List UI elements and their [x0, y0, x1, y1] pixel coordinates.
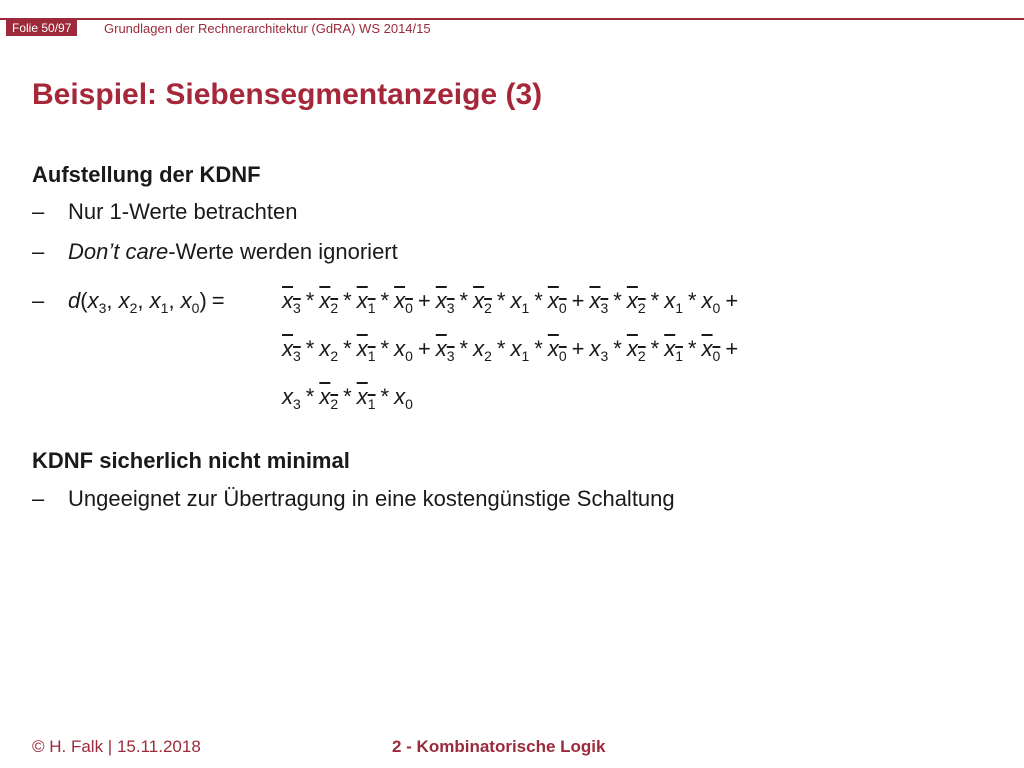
negated-variable: $x_0$ — [547, 336, 567, 364]
formula-lead — [32, 288, 230, 316]
variable: $x_0$ — [180, 288, 200, 316]
variable-index: 2 — [129, 300, 138, 316]
variable: $x_3$ — [589, 336, 609, 364]
negated-variable: $x_0$ — [394, 288, 413, 316]
variable-index: 0 — [558, 348, 567, 364]
and-operator: * — [613, 288, 622, 313]
minterm — [589, 288, 721, 316]
and-operator: * — [650, 288, 660, 313]
function-name: d — [68, 288, 81, 313]
formula-line-2 — [282, 336, 743, 364]
negated-variable: $x_2$ — [319, 384, 339, 412]
negated-variable: $x_3$ — [282, 288, 301, 316]
and-operator: * — [380, 336, 390, 361]
variable: $x_1$ — [510, 336, 530, 364]
variable-index: 0 — [405, 300, 413, 316]
formula-line-3 — [282, 384, 413, 412]
variable: $x_0$ — [394, 384, 413, 412]
variable: $x_3$ — [282, 384, 301, 412]
variable-index: 0 — [405, 348, 413, 364]
and-operator: * — [305, 384, 315, 409]
variable-index: 1 — [160, 300, 169, 316]
variable-index: 2 — [330, 396, 339, 412]
variable-index: 0 — [405, 396, 413, 412]
or-operator: + — [725, 288, 739, 313]
variable-index: 2 — [637, 300, 646, 316]
negated-variable: $x_2$ — [626, 336, 646, 364]
negated-variable: $x_0$ — [701, 336, 721, 364]
negated-variable: $x_3$ — [435, 288, 455, 316]
section-heading-minimal: KDNF sicherlich nicht minimal — [32, 448, 350, 473]
minterm — [282, 336, 413, 364]
minterm — [589, 336, 721, 364]
negated-variable: $x_1$ — [356, 288, 376, 316]
or-operator: + — [571, 336, 585, 361]
bullet-ungeeignet — [32, 486, 675, 512]
comma: , — [137, 288, 150, 313]
and-operator: * — [343, 384, 352, 409]
minterm — [435, 288, 567, 316]
equals-sign: = — [211, 288, 225, 313]
footer-author-date: © H. Falk | 15.11.2018 — [32, 737, 201, 756]
variable-index: 3 — [293, 396, 301, 412]
and-operator: * — [459, 288, 469, 313]
variable: $x_0$ — [701, 288, 721, 316]
negated-variable: $x_1$ — [356, 384, 376, 412]
bullet-dash: – — [32, 486, 45, 511]
variable-index: 1 — [367, 300, 376, 316]
variable-index: 0 — [191, 300, 200, 316]
variable-index: 2 — [637, 348, 646, 364]
variable: $x_0$ — [394, 336, 413, 364]
formula-function-signature — [68, 288, 230, 316]
variable-index: 1 — [675, 348, 683, 364]
variable: $x_1$ — [510, 288, 530, 316]
variable-index: 3 — [293, 300, 301, 316]
comma: , — [106, 288, 119, 313]
bullet-text: -Werte werden ignoriert — [168, 239, 398, 264]
variable-index: 3 — [293, 348, 301, 364]
variable-index: 2 — [330, 348, 339, 364]
open-paren: ( — [80, 288, 88, 313]
comma: , — [168, 288, 181, 313]
variable: $x_1$ — [149, 288, 169, 316]
negated-variable: $x_3$ — [282, 336, 301, 364]
bullet-text: Ungeeignet zur Übertragung in eine kostengünstige Schaltung — [68, 486, 675, 511]
variable: $x_1$ — [664, 288, 683, 316]
and-operator: * — [380, 288, 390, 313]
and-operator: * — [534, 336, 543, 361]
variable: $x_2$ — [473, 336, 492, 364]
or-operator: + — [725, 336, 739, 361]
variable-index: 2 — [484, 348, 492, 364]
negated-variable: $x_1$ — [356, 336, 376, 364]
bullet-nur-1-werte — [32, 199, 297, 225]
minterm — [282, 288, 413, 316]
negated-variable: $x_2$ — [319, 288, 339, 316]
variable-index: 1 — [521, 300, 530, 316]
variable-index: 1 — [675, 300, 683, 316]
and-operator: * — [496, 336, 506, 361]
variable-index: 1 — [367, 348, 376, 364]
or-operator: + — [417, 336, 431, 361]
negated-variable: $x_2$ — [473, 288, 492, 316]
negated-variable: $x_3$ — [435, 336, 455, 364]
variable-index: 3 — [600, 300, 609, 316]
and-operator: * — [613, 336, 622, 361]
and-operator: * — [534, 288, 543, 313]
and-operator: * — [380, 384, 390, 409]
bullet-dash: – — [32, 199, 45, 224]
or-operator: + — [571, 288, 585, 313]
course-title: Grundlagen der Rechnerarchitektur (GdRA) WS 2014/15 — [104, 21, 431, 36]
header-rule — [0, 18, 1024, 20]
variable-index: 1 — [367, 396, 376, 412]
variable-index: 3 — [446, 348, 455, 364]
and-operator: * — [687, 336, 697, 361]
variable-index: 3 — [446, 300, 455, 316]
variable-index: 3 — [600, 348, 609, 364]
and-operator: * — [496, 288, 506, 313]
negated-variable: $x_3$ — [589, 288, 609, 316]
or-operator: + — [417, 288, 431, 313]
variable: $x_2$ — [118, 288, 138, 316]
slide-title: Beispiel: Siebensegmentanzeige (3) — [32, 78, 543, 111]
and-operator: * — [343, 336, 352, 361]
negated-variable: $x_2$ — [626, 288, 646, 316]
formula-line-1 — [282, 288, 743, 316]
variable-index: 0 — [558, 300, 567, 316]
variable-index: 2 — [484, 300, 492, 316]
bullet-emphasis: Don’t care — [68, 239, 169, 264]
section-heading-kdnf: Aufstellung der KDNF — [32, 162, 261, 187]
variable: $x_3$ — [87, 288, 107, 316]
variable-index: 0 — [712, 300, 721, 316]
bullet-dont-care — [32, 239, 398, 265]
footer-chapter: 2 - Kombinatorische Logik — [392, 737, 606, 756]
close-paren: ) — [199, 288, 207, 313]
and-operator: * — [305, 336, 315, 361]
and-operator: * — [650, 336, 660, 361]
variable-index: 3 — [98, 300, 107, 316]
and-operator: * — [459, 336, 469, 361]
bullet-text: Nur 1-Werte betrachten — [68, 199, 298, 224]
variable-index: 0 — [712, 348, 721, 364]
and-operator: * — [687, 288, 697, 313]
slide-number-badge: Folie 50/97 — [6, 20, 77, 36]
variable-index: 1 — [521, 348, 530, 364]
negated-variable: $x_1$ — [664, 336, 683, 364]
negated-variable: $x_0$ — [547, 288, 567, 316]
bullet-dash: – — [32, 239, 45, 264]
variable: $x_2$ — [319, 336, 339, 364]
and-operator: * — [305, 288, 315, 313]
variable-index: 2 — [330, 300, 339, 316]
and-operator: * — [343, 288, 352, 313]
minterm — [435, 336, 567, 364]
minterm — [282, 384, 413, 412]
bullet-dash: – — [32, 288, 45, 313]
